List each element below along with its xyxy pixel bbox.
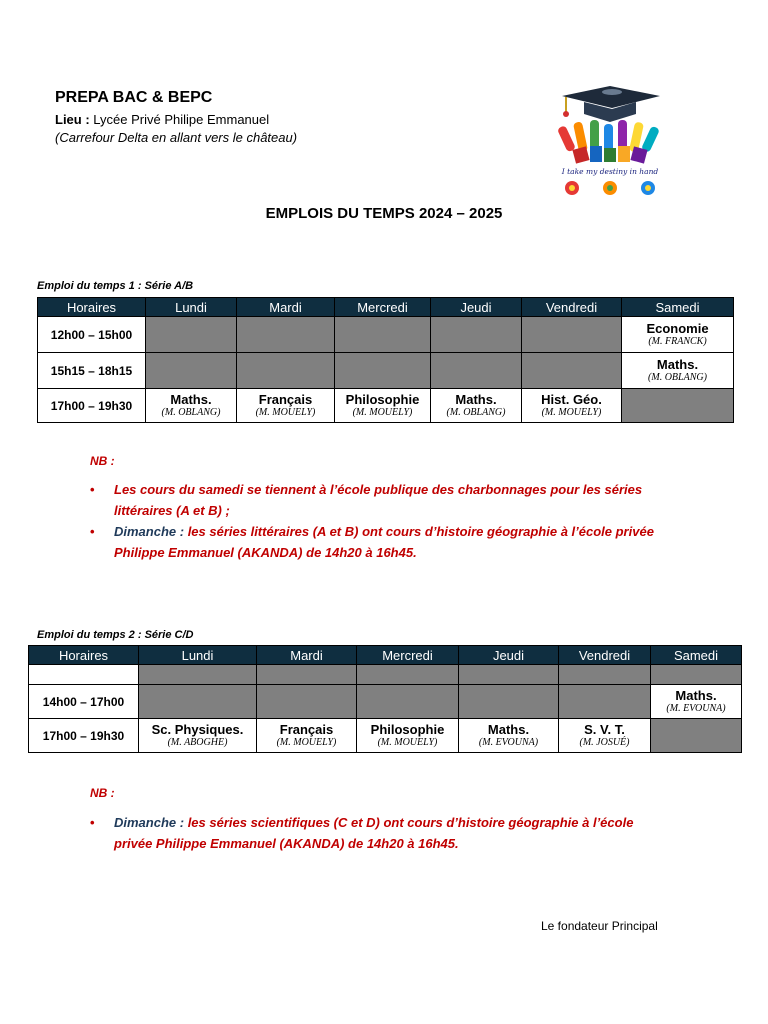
schedule-cell — [335, 317, 431, 353]
day-header: Samedi — [651, 646, 742, 665]
document-title: EMPLOIS DU TEMPS 2024 – 2025 — [265, 205, 503, 222]
time-slot: 17h00 – 19h30 — [29, 719, 139, 753]
day-header: Jeudi — [459, 646, 559, 665]
schedule-cell — [651, 685, 742, 719]
note-item — [90, 812, 674, 854]
day-header: Horaires — [29, 646, 139, 665]
schedule-cell — [335, 353, 431, 389]
timetable-1-body — [38, 317, 734, 423]
bullet-icon: • — [90, 482, 95, 497]
schedule-cell — [146, 353, 237, 389]
note-item — [90, 479, 674, 521]
note-lead: Dimanche : — [114, 524, 185, 539]
timetable-2-caption: Emploi du temps 2 : Série C/D — [37, 629, 194, 641]
time-slot: 14h00 – 17h00 — [29, 685, 139, 719]
subject: Economie — [646, 321, 709, 336]
subject: Philosophie — [370, 722, 445, 737]
schedule-cell — [237, 317, 335, 353]
table-row — [29, 685, 742, 719]
location-value: Lycée Privé Philipe Emmanuel — [93, 112, 270, 127]
schedule-cell — [431, 317, 522, 353]
schedule-cell — [459, 665, 559, 685]
schedule-cell — [357, 665, 459, 685]
subject: Maths. — [656, 357, 699, 372]
day-header: Vendredi — [559, 646, 651, 665]
schedule-cell — [459, 685, 559, 719]
day-header: Horaires — [38, 298, 146, 317]
schedule-cell — [357, 685, 459, 719]
teacher: (M. ABOGHE) — [167, 737, 228, 748]
subject: Hist. Géo. — [541, 392, 602, 407]
schedule-cell — [559, 665, 651, 685]
teacher: (M. OBLANG) — [648, 372, 707, 383]
schedule-cell — [459, 719, 559, 753]
schedule-cell — [257, 685, 357, 719]
teacher: (M. FRANCK) — [648, 336, 707, 347]
schedule-cell — [651, 719, 742, 753]
subject: Maths. — [170, 392, 212, 407]
subject: Sc. Physiques. — [151, 722, 244, 737]
note-text: les séries scientifiques (C et D) ont cours d’histoire géographie à l’école privée Philippe Emmanuel (AKANDA) de 14h20 à 16h45. — [114, 815, 634, 851]
time-slot: 12h00 – 15h00 — [38, 317, 146, 353]
day-header: Lundi — [146, 298, 237, 317]
subject: Maths. — [487, 722, 530, 737]
location-line — [55, 112, 269, 127]
time-slot — [29, 665, 139, 685]
note-item — [90, 521, 674, 563]
teacher: (M. JOSUÉ) — [579, 737, 630, 748]
schedule-cell — [257, 665, 357, 685]
day-header: Mercredi — [335, 298, 431, 317]
note-lead: Dimanche : — [114, 815, 185, 830]
time-slot: 17h00 – 19h30 — [38, 389, 146, 423]
schedule-cell — [431, 353, 522, 389]
timetable-1-header-row — [38, 298, 734, 317]
schedule-cell — [559, 685, 651, 719]
schedule-cell — [139, 719, 257, 753]
subject: Français — [258, 392, 313, 407]
timetable-1 — [37, 297, 734, 423]
schedule-cell — [622, 389, 734, 423]
timetable-2 — [28, 645, 742, 753]
schedule-cell — [431, 389, 522, 423]
teacher: (M. EVOUNA) — [478, 737, 539, 748]
table-row — [29, 719, 742, 753]
timetable-2-header-row — [29, 646, 742, 665]
subject: Philosophie — [345, 392, 420, 407]
subject: Maths. — [675, 688, 717, 703]
table-row — [38, 317, 734, 353]
teacher: (M. MOUELY) — [255, 407, 316, 418]
schedule-cell — [257, 719, 357, 753]
schedule-cell — [237, 353, 335, 389]
school-logo-icon — [552, 82, 668, 200]
day-header: Mercredi — [357, 646, 459, 665]
day-header: Mardi — [237, 298, 335, 317]
schedule-cell — [651, 665, 742, 685]
schedule-cell — [146, 317, 237, 353]
subject: Maths. — [455, 392, 497, 407]
table-row — [29, 665, 742, 685]
logo-text: I take my destiny in hand — [561, 167, 659, 176]
table-row — [38, 389, 734, 423]
time-slot: 15h15 – 18h15 — [38, 353, 146, 389]
day-header: Jeudi — [431, 298, 522, 317]
schedule-cell — [139, 685, 257, 719]
school-name: PREPA BAC & BEPC — [55, 89, 213, 106]
day-header: Mardi — [257, 646, 357, 665]
note-text: les séries littéraires (A et B) ont cours d’histoire géographie à l’école privée Philippe Emmanuel (AKANDA) de 14h20 à 16h45. — [114, 524, 654, 560]
bullet-icon: • — [90, 815, 95, 830]
subject: S. V. T. — [584, 722, 625, 737]
timetable-2-body — [29, 665, 742, 753]
teacher: (M. OBLANG) — [161, 407, 221, 418]
nb-label-1: NB : — [90, 454, 115, 468]
teacher: (M. MOUELY) — [541, 407, 602, 418]
teacher: (M. OBLANG) — [446, 407, 506, 418]
day-header: Samedi — [622, 298, 734, 317]
schedule-cell — [522, 317, 622, 353]
subject: Français — [279, 722, 334, 737]
schedule-cell — [357, 719, 459, 753]
note-text: Les cours du samedi se tiennent à l’école publique des charbonnages pour les séries littéraires (A et B) ; — [114, 482, 643, 518]
location-label: Lieu : — [55, 112, 90, 127]
timetable-1-caption: Emploi du temps 1 : Série A/B — [37, 280, 194, 292]
schedule-cell — [622, 353, 734, 389]
nb-label-2: NB : — [90, 786, 115, 800]
address-line: (Carrefour Delta en allant vers le château) — [55, 130, 298, 145]
teacher: (M. MOUELY) — [352, 407, 413, 418]
schedule-cell — [146, 389, 237, 423]
teacher: (M. MOUELY) — [377, 737, 438, 748]
schedule-cell — [522, 389, 622, 423]
teacher: (M. EVOUNA) — [666, 703, 726, 714]
schedule-cell — [622, 317, 734, 353]
schedule-cell — [237, 389, 335, 423]
teacher: (M. MOUELY) — [276, 737, 337, 748]
table-row — [38, 353, 734, 389]
schedule-cell — [559, 719, 651, 753]
day-header: Lundi — [139, 646, 257, 665]
schedule-cell — [522, 353, 622, 389]
bullet-icon: • — [90, 524, 95, 539]
day-header: Vendredi — [522, 298, 622, 317]
schedule-cell — [139, 665, 257, 685]
signature: Le fondateur Principal — [541, 919, 658, 933]
schedule-cell — [335, 389, 431, 423]
